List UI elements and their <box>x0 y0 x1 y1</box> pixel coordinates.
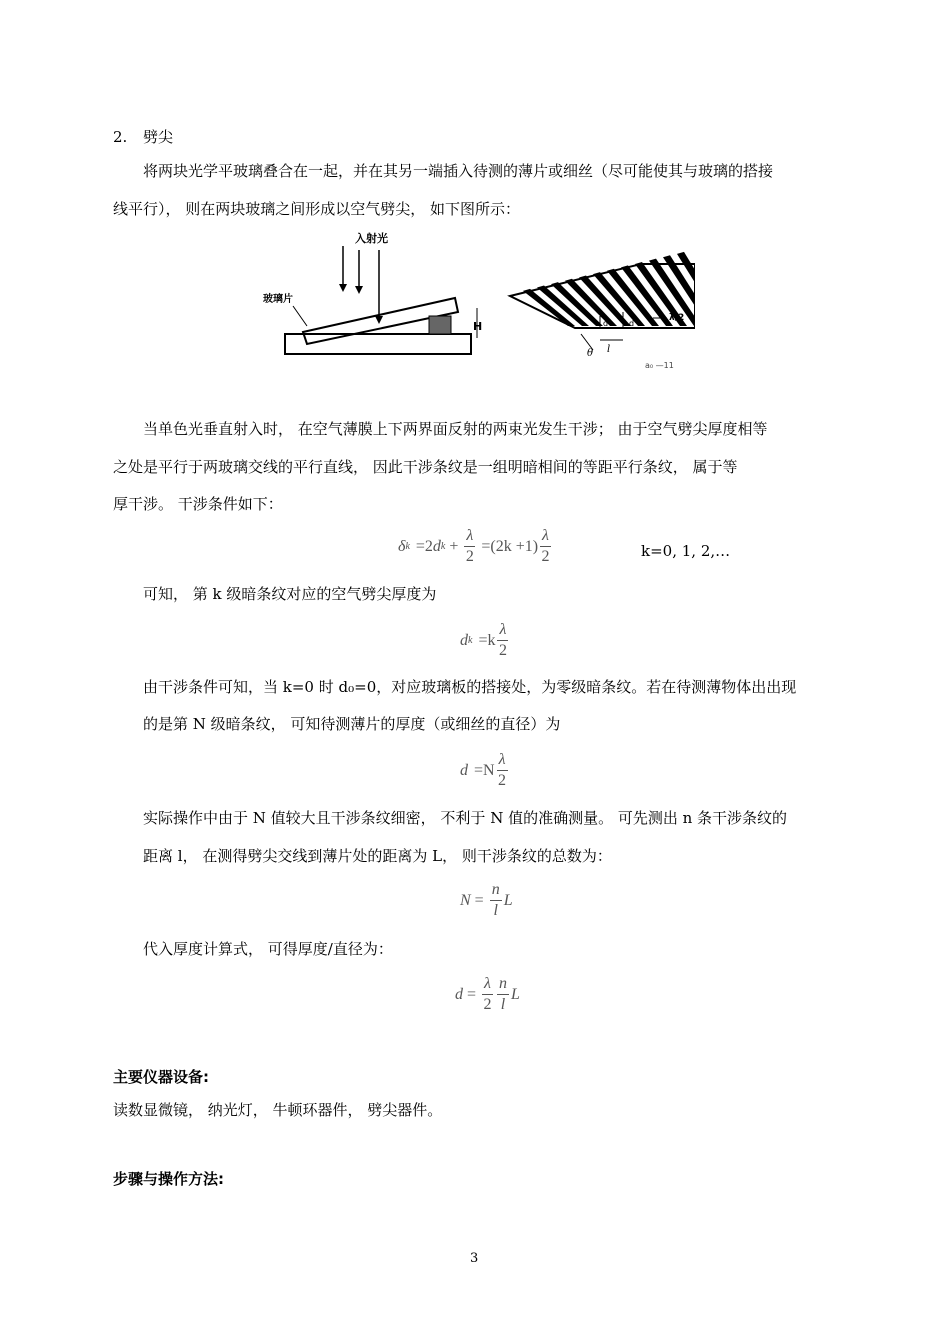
equipment-list: 读数显微镜， 纳光灯， 牛顿环器件， 劈尖器件。 <box>113 1101 443 1119</box>
paragraph-2-line-3: 厚干涉。 干涉条件如下： <box>113 495 283 513</box>
equation-condition-k: k=0, 1, 2,… <box>641 542 731 560</box>
figure-caption: a₀ —11 <box>645 361 674 370</box>
incident-arrow-head-3 <box>375 316 383 324</box>
fringe-pattern-view <box>510 252 695 370</box>
paragraph-5-line-1: 实际操作中由于 N 值较大且干涉条纹细密， 不利于 N 值的准确测量。 可先测出 n 条干涉条纹的 <box>143 809 788 827</box>
incident-light-label: 入射光 <box>355 232 388 245</box>
paragraph-1-line-1: 将两块光学平玻璃叠合在一起，并在其另一端插入待测的薄片或细丝（尽可能使其与玻璃的搭接 <box>143 162 774 180</box>
paragraph-1-line-2: 线平行）， 则在两块玻璃之间形成以空气劈尖， 如下图所示： <box>113 200 521 218</box>
incident-arrow-head-1 <box>339 284 347 292</box>
paragraph-5-line-2: 距离 l， 在测得劈尖交线到薄片处的距离为 L， 则干涉条纹的总数为： <box>143 847 612 865</box>
equation-thickness-final: d = $\frac{\lambda}{2}$ $\frac{n}{l}$ L <box>455 975 520 1013</box>
theta-label: θ <box>587 348 594 359</box>
dk-label: d <box>603 319 609 328</box>
glass-pointer <box>293 306 307 326</box>
paragraph-3: 可知， 第 k 级暗条纹对应的空气劈尖厚度为 <box>143 585 437 603</box>
equation-sample-thickness: d =N $\frac{\lambda}{2}$ <box>460 751 507 789</box>
paragraph-4-line-2: 的是第 N 级暗条纹， 可知待测薄片的厚度（或细丝的直径）为 <box>143 715 561 733</box>
H-label: H <box>473 320 483 333</box>
section-number: 2. <box>113 128 128 146</box>
incident-arrow-head-2 <box>355 286 363 294</box>
half-lambda-label: λ/2 <box>669 313 685 323</box>
steps-heading: 步骤与操作方法: <box>113 1170 224 1188</box>
paragraph-2-line-1: 当单色光垂直射入时， 在空气薄膜上下两界面反射的两束光发生干涉； 由于空气劈尖厚度相等 <box>143 420 768 438</box>
paragraph-4-line-1: 由干涉条件可知，当 k=0 时 d₀=0，对应玻璃板的搭接处，为零级暗条纹。若在待测薄物体出出现 <box>143 678 797 696</box>
paragraph-6: 代入厚度计算式， 可得厚度/直径为： <box>143 940 393 958</box>
wedge-figure <box>255 228 695 378</box>
thin-sample <box>429 316 451 334</box>
l-label: l <box>607 344 611 355</box>
bottom-glass-plate <box>285 334 471 354</box>
page-number: 3 <box>470 1251 479 1266</box>
glass-label: 玻璃片 <box>263 294 293 305</box>
section-title: 劈尖 <box>143 128 174 146</box>
equation-interference-condition: δ k =2 d k + $\frac{\lambda}{2}$ =(2k +1) $\frac{\lambda}{2}$ <box>398 527 550 565</box>
dk1-label: d <box>629 319 635 328</box>
equation-dark-fringe-thickness: d k =k $\frac{\lambda}{2}$ <box>460 621 507 659</box>
wedge-side-view <box>263 231 482 354</box>
equipment-heading: 主要仪器设备: <box>113 1068 209 1086</box>
wedge-figure-svg <box>255 228 695 378</box>
equation-fringe-count: N = $\frac{n}{l}$ L <box>460 881 513 919</box>
paragraph-2-line-2: 之处是平行于两玻璃交线的平行直线， 因此干涉条纹是一组明暗相间的等距平行条纹， 属于等 <box>113 458 738 476</box>
